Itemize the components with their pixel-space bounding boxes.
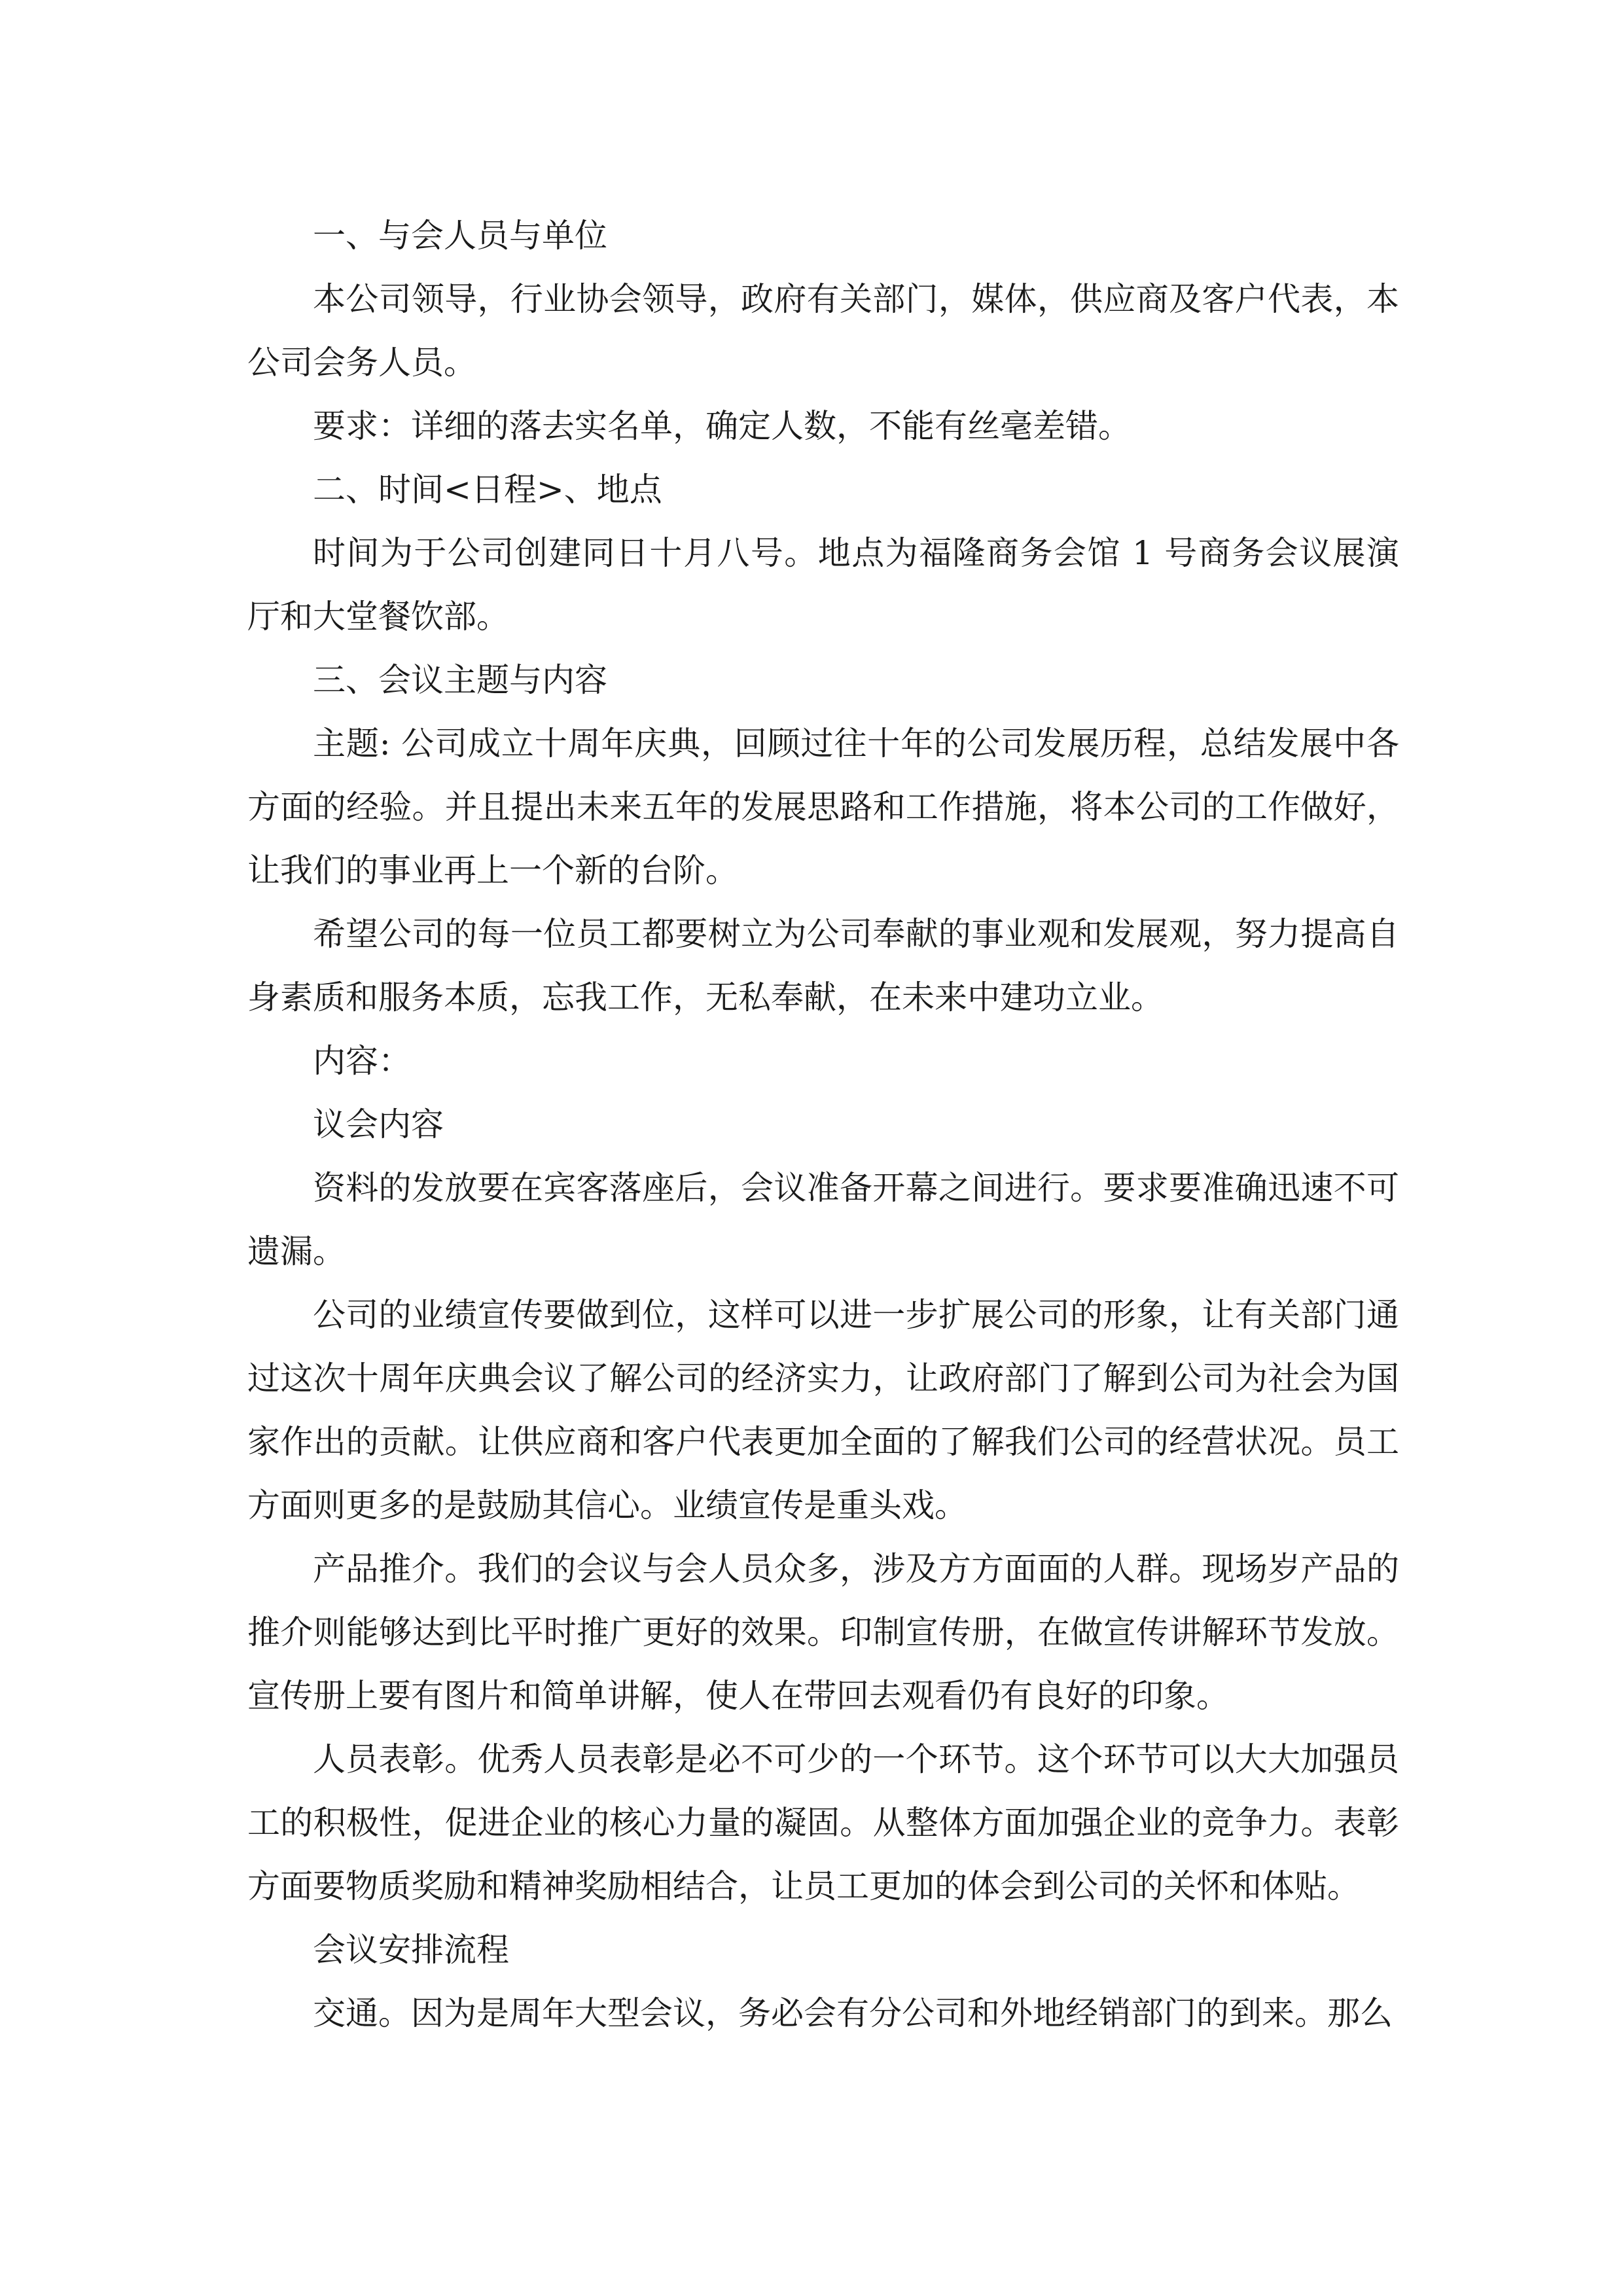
- heading-time-location: 二、时间<日程>、地点: [313, 471, 662, 509]
- paragraph-product-promotion: 产品推介。我们的会议与会人员众多，涉及方方面面的人群。现场岁产品的推介则能够达到比平时推广更好的效果。印制宣传册，在做宣传讲解环节发放。宣传册上要有图片和简单讲解，使人在带回去观看仍有良好的印象。: [247, 1550, 1399, 1715]
- paragraph-performance: 公司的业绩宣传要做到位，这样可以进一步扩展公司的形象，让有关部门通过这次十周年庆典会议了解公司的经济实力，让政府部门了解到公司为社会为国家作出的贡献。让供应商和客户代表更加全面的了解我们公司的经营状况。员工方面则更多的是鼓励其信心。业绩宣传是重头戏。: [247, 1296, 1399, 1524]
- heading-meeting-content: 议会内容: [313, 1105, 444, 1143]
- heading-attendees: 一、与会人员与单位: [313, 217, 607, 255]
- paragraph-attendee-list: 本公司领导，行业协会领导，政府有关部门，媒体，供应商及客户代表，本公司会务人员。: [247, 280, 1399, 382]
- paragraph-hope: 希望公司的每一位员工都要树立为公司奉献的事业观和发展观，努力提高自身素质和服务本质，忘我工作，无私奉献，在未来中建功立业。: [247, 915, 1399, 1016]
- paragraph-materials: 资料的发放要在宾客落座后，会议准备开幕之间进行。要求要准确迅速不可遗漏。: [247, 1169, 1399, 1270]
- paragraph-time-location: 时间为于公司创建同日十月八号。地点为福隆商务会馆 1 号商务会议展演厅和大堂餐饮部。: [247, 534, 1399, 636]
- paragraph-staff-awards: 人员表彰。优秀人员表彰是必不可少的一个环节。这个环节可以大大加强员工的积极性，促进企业的核心力量的凝固。从整体方面加强企业的竞争力。表彰方面要物质奖励和精神奖励相结合，让员工更加的体会到公司的关怀和体贴。: [247, 1740, 1399, 1905]
- paragraph-theme: 主题: 公司成立十周年庆典，回顾过往十年的公司发展历程，总结发展中各方面的经验。并且提出未来五年的发展思路和工作措施，将本公司的工作做好，让我们的事业再上一个新的台阶。: [247, 725, 1399, 889]
- paragraph-transport: 交通。因为是周年大型会议，务必会有分公司和外地经销部门的到来。那么: [313, 1994, 1393, 2032]
- document-body: [247, 204, 1399, 2045]
- heading-theme-content: 三、会议主题与内容: [313, 661, 607, 699]
- paragraph-requirement: 要求：详细的落去实名单，确定人数，不能有丝毫差错。: [313, 407, 1131, 445]
- label-content: 内容：: [313, 1042, 411, 1080]
- heading-meeting-flow: 会议安排流程: [313, 1931, 509, 1969]
